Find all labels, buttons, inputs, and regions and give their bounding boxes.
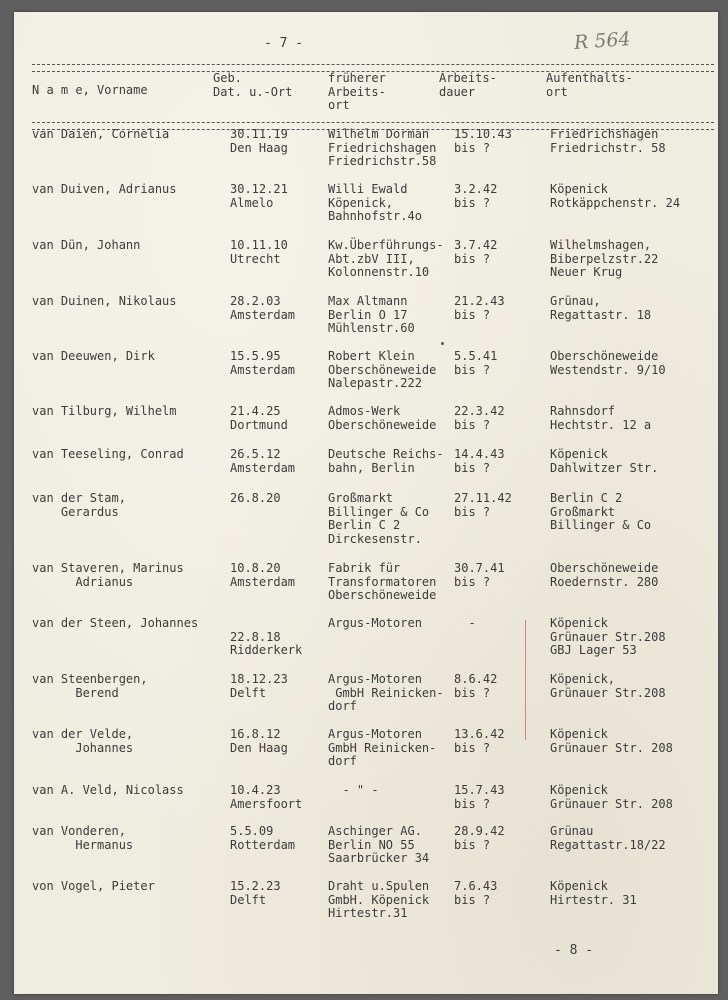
- row-employer: Max Altmann Berlin O 17 Mühlenstr.60: [328, 294, 415, 335]
- row-duration: 28.9.42 bis ?: [454, 824, 505, 852]
- row-residence: Köpenick Grünauer Str. 208: [550, 783, 673, 811]
- row-name: van Teeseling, Conrad: [32, 447, 184, 461]
- row-residence: Rahnsdorf Hechtstr. 12 a: [550, 404, 652, 432]
- row-name: van Duiven, Adrianus: [32, 182, 177, 196]
- row-duration: 15.7.43 bis ?: [454, 783, 505, 811]
- table-row: [32, 673, 714, 725]
- header-duration: Arbeits- dauer: [439, 71, 497, 99]
- row-employer: Kw.Überführungs- Abt.zbV III, Kolonnenstr.10: [328, 238, 444, 279]
- row-duration: 14.4.43 bis ?: [454, 447, 505, 475]
- row-name: van der Stam, Gerardus: [32, 491, 126, 519]
- row-name: van Vonderen, Hermanus: [32, 824, 134, 852]
- row-residence: Friedrichshagen Friedrichstr. 58: [550, 127, 666, 155]
- row-duration: 5.5.41 bis ?: [454, 349, 498, 377]
- row-duration: 3.7.42 bis ?: [454, 238, 498, 266]
- table-row: [32, 239, 714, 291]
- row-employer: Argus-Motoren: [328, 616, 422, 630]
- row-duration: 7.6.43 bis ?: [454, 879, 498, 907]
- row-employer: Argus-Motoren GmbH Reinicken- dorf: [328, 672, 444, 713]
- row-name: van Staveren, Marinus Adrianus: [32, 561, 184, 589]
- row-dob: 28.2.03 Amsterdam: [230, 294, 296, 322]
- row-name: von Vogel, Pieter: [32, 879, 155, 893]
- row-residence: Wilhelmshagen, Biberpelzstr.22 Neuer Krug: [550, 238, 659, 279]
- row-dob: 10.8.20 Amsterdam: [230, 561, 296, 589]
- row-dob: 16.8.12 Den Haag: [230, 727, 288, 755]
- row-employer: Argus-Motoren GmbH Reinicken- dorf: [328, 727, 437, 768]
- header-employer: früherer Arbeits- ort: [328, 71, 386, 112]
- row-dob: 21.4.25 Dortmund: [230, 404, 288, 432]
- header-dob: Geb. Dat. u.-Ort: [213, 71, 293, 99]
- row-name: van der Velde, Johannes: [32, 727, 134, 755]
- row-employer: Draht u.Spulen GmbH. Köpenick Hirtestr.31: [328, 879, 430, 920]
- row-dob: 15.2.23 Delft: [230, 879, 281, 907]
- row-duration: 30.7.41 bis ?: [454, 561, 505, 589]
- document-page: [14, 12, 718, 994]
- header-name: N a m e, Vorname: [32, 83, 148, 97]
- row-duration: 8.6.42 bis ?: [454, 672, 498, 700]
- row-name: van der Steen, Johannes: [32, 616, 199, 630]
- row-employer: Willi Ewald Köpenick, Bahnhofstr.4o: [328, 182, 422, 223]
- row-dob: 22.8.18 Ridderkerk: [230, 629, 303, 657]
- row-dob: 18.12.23 Delft: [230, 672, 288, 700]
- row-employer: Admos-Werk Oberschöneweide: [328, 404, 437, 432]
- row-residence: Grünau Regattastr.18/22: [550, 824, 666, 852]
- row-residence: Oberschöneweide Westendstr. 9/10: [550, 349, 666, 377]
- page-number-top: - 7 -: [264, 36, 304, 51]
- row-employer: Aschinger AG. Berlin NO 55 Saarbrücker 34: [328, 824, 430, 865]
- row-duration: 27.11.42 bis ?: [454, 491, 512, 519]
- row-name: van Duinen, Nikolaus: [32, 294, 177, 308]
- row-dob: 10.4.23 Amersfoort: [230, 783, 303, 811]
- row-residence: Köpenick Grünauer Str.208 GBJ Lager 53: [550, 616, 666, 657]
- row-dob: 30.11.19 Den Haag: [230, 127, 288, 155]
- row-employer: Deutsche Reichs- bahn, Berlin: [328, 447, 444, 475]
- row-residence: Köpenick, Grünauer Str.208: [550, 672, 666, 700]
- row-residence: Köpenick Hirtestr. 31: [550, 879, 637, 907]
- page-number-bottom: - 8 -: [554, 943, 594, 958]
- table-row: [32, 128, 714, 180]
- row-employer: Robert Klein Oberschöneweide Nalepastr.222: [328, 349, 437, 390]
- archive-mark: R 564: [573, 28, 632, 54]
- row-residence: Berlin C 2 Großmarkt Billinger & Co: [550, 491, 652, 532]
- table-row: [32, 183, 714, 235]
- row-duration: -: [454, 616, 476, 630]
- row-name: van Deeuwen, Dirk: [32, 349, 155, 363]
- row-dob: 26.8.20: [230, 491, 281, 505]
- row-name: van A. Veld, Nicolass: [32, 783, 184, 797]
- table-row: [32, 617, 714, 669]
- row-dob: 30.12.21 Almelo: [230, 182, 288, 210]
- row-employer: - " -: [328, 783, 379, 797]
- table-row: [32, 728, 714, 780]
- row-employer: Großmarkt Billinger & Co Berlin C 2 Dirckesenstr.: [328, 491, 430, 546]
- row-name: van Dün, Johann: [32, 238, 141, 252]
- row-name: van Steenbergen, Berend: [32, 672, 148, 700]
- row-duration: 13.6.42 bis ?: [454, 727, 505, 755]
- table-row: [32, 295, 714, 347]
- row-employer: Wilhelm Dorman Friedrichshagen Friedrichstr.58: [328, 127, 437, 168]
- row-dob: 5.5.09 Rotterdam: [230, 824, 296, 852]
- row-duration: 21.2.43 bis ?: [454, 294, 505, 322]
- row-residence: Grünau, Regattastr. 18: [550, 294, 652, 322]
- row-dob: 10.11.10 Utrecht: [230, 238, 288, 266]
- table-row: [32, 880, 714, 932]
- row-residence: Köpenick Rotkäppchenstr. 24: [550, 182, 681, 210]
- table-row: [32, 350, 714, 402]
- row-residence: Köpenick Dahlwitzer Str.: [550, 447, 659, 475]
- row-residence: Köpenick Grünauer Str. 208: [550, 727, 673, 755]
- header-residence: Aufenthalts- ort: [546, 71, 633, 99]
- row-name: van Daien, Cornelia: [32, 127, 170, 141]
- row-dob: 26.5.12 Amsterdam: [230, 447, 296, 475]
- row-duration: 3.2.42 bis ?: [454, 182, 498, 210]
- row-duration: 22.3.42 bis ?: [454, 404, 505, 432]
- table-row: [32, 492, 714, 544]
- row-employer: Fabrik für Transformatoren Oberschöneweide: [328, 561, 437, 602]
- table-row: [32, 562, 714, 614]
- table-row: [32, 825, 714, 877]
- row-name: van Tilburg, Wilhelm: [32, 404, 177, 418]
- row-duration: 15.10.43 bis ?: [454, 127, 512, 155]
- row-residence: Oberschöneweide Roedernstr. 280: [550, 561, 659, 589]
- row-dob: 15.5.95 Amsterdam: [230, 349, 296, 377]
